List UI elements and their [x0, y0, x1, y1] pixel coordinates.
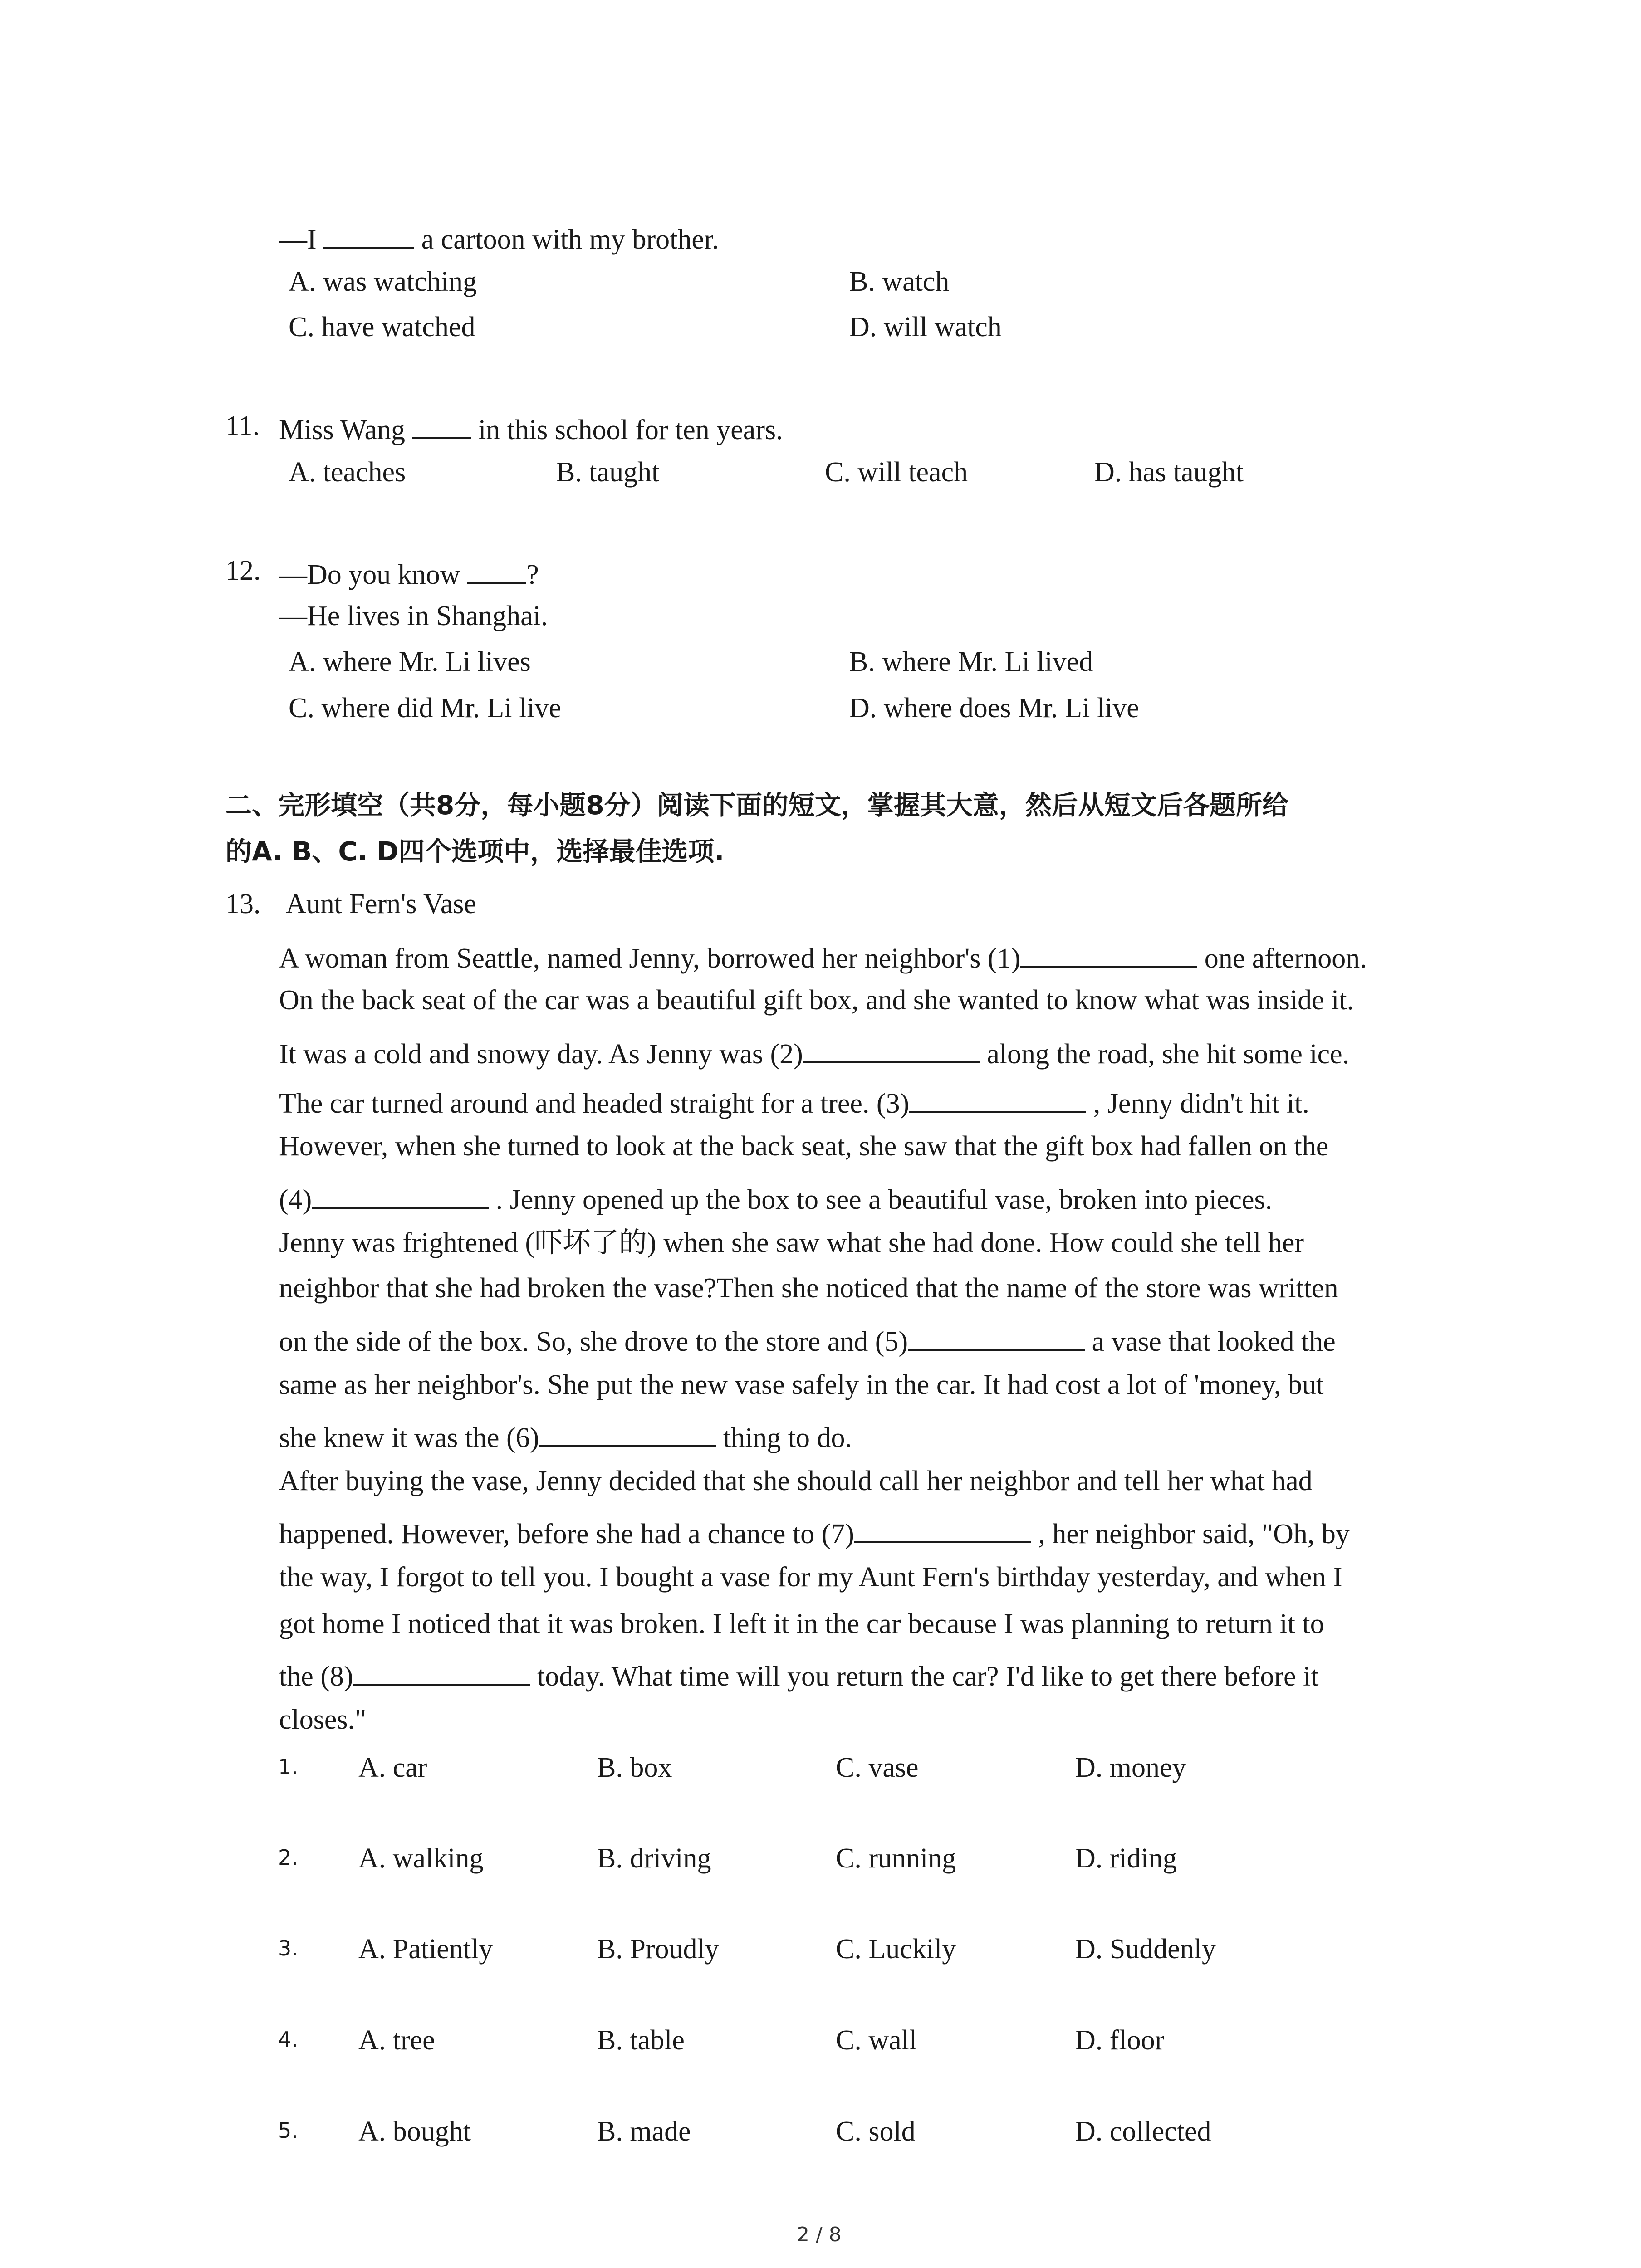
q13-number: 13.: [225, 889, 261, 919]
subq-5-option-d[interactable]: D. collected: [1075, 2116, 1211, 2147]
passage-line: [279, 1036, 1349, 1068]
subq-1-option-b[interactable]: B. box: [597, 1752, 672, 1783]
q11-option-c[interactable]: C. will teach: [825, 457, 968, 488]
subq-2-option-d[interactable]: D. riding: [1075, 1843, 1177, 1874]
passage-text: the (8): [279, 1661, 353, 1692]
subq-1-option-d[interactable]: D. money: [1075, 1752, 1186, 1783]
passage-text: , Jenny didn't hit it.: [1086, 1088, 1309, 1119]
passage-text: A woman from Seattle, named Jenny, borrowed her neighbor's (1): [279, 943, 1021, 974]
subq-1-number: 1.: [278, 1755, 298, 1779]
passage-line: [279, 1658, 1318, 1691]
subq-2-option-c[interactable]: C. running: [836, 1843, 956, 1874]
q11-number: 11.: [225, 411, 260, 441]
passage-line: [279, 940, 1367, 973]
passage-blank: [312, 1182, 489, 1209]
passage-text: a vase that looked the: [1085, 1326, 1336, 1357]
passage-text: After buying the vase, Jenny decided that she should call her neighbor and tell her what had: [279, 1466, 1313, 1496]
page-number: 2 / 8: [797, 2223, 842, 2246]
section-heading-line1: 二、完形填空（共8分，每小题8分）阅读下面的短文，掌握其大意，然后从短文后各题所给: [225, 790, 1288, 821]
q12-option-b[interactable]: B. where Mr. Li lived: [849, 646, 1093, 677]
passage-line: [279, 1516, 1350, 1548]
q12-option-d[interactable]: D. where does Mr. Li live: [849, 693, 1139, 723]
passage-text: (4): [279, 1184, 312, 1215]
q11-option-d[interactable]: D. has taught: [1094, 457, 1244, 488]
section-heading-line2: 的A. B、C. D四个选项中，选择最佳选项.: [225, 836, 725, 867]
q11-stem-post: in this school for ten years.: [471, 414, 783, 445]
subq-3-option-c[interactable]: C. Luckily: [836, 1934, 956, 1965]
passage-line: [279, 1371, 1324, 1399]
passage-text: Jenny was frightened (吓坏了的) when she saw what she had done. How could she tell her: [279, 1227, 1304, 1258]
passage-line: [279, 1420, 852, 1452]
q10-option-c[interactable]: C. have watched: [289, 312, 475, 342]
passage-text: on the side of the box. So, she drove to the store and (5): [279, 1326, 908, 1357]
q12-option-a[interactable]: A. where Mr. Li lives: [289, 646, 531, 677]
passage-text: closes.": [279, 1704, 367, 1735]
q10-answer-line: [279, 221, 719, 254]
passage-text: neighbor that she had broken the vase?Then she noticed that the name of the store was written: [279, 1273, 1338, 1304]
subq-4-number: 4.: [278, 2027, 298, 2052]
subq-1-option-c[interactable]: C. vase: [836, 1752, 919, 1783]
passage-text: , her neighbor said, "Oh, by: [1031, 1518, 1350, 1549]
q10-option-a[interactable]: A. was watching: [289, 266, 477, 297]
q11-option-a[interactable]: A. teaches: [289, 457, 406, 488]
passage-text: got home I noticed that it was broken. I left it in the car because I was planning to return it to: [279, 1608, 1324, 1639]
passage-text: The car turned around and headed straight for a tree. (3): [279, 1088, 910, 1119]
q12-blank: [467, 557, 526, 584]
passage-blank: [803, 1036, 980, 1063]
q10-answer-post: a cartoon with my brother.: [414, 224, 719, 255]
subq-4-option-a[interactable]: A. tree: [358, 2025, 435, 2056]
subq-4-option-b[interactable]: B. table: [597, 2025, 685, 2056]
passage-text: On the back seat of the car was a beautiful gift box, and she wanted to know what was inside it.: [279, 985, 1354, 1016]
passage-blank: [1020, 940, 1197, 968]
passage-line: [279, 1467, 1313, 1495]
subq-5-option-c[interactable]: C. sold: [836, 2116, 916, 2147]
passage-line: [279, 1085, 1309, 1118]
q10-answer-pre: —I: [279, 224, 324, 255]
subq-3-number: 3.: [278, 1936, 298, 1960]
passage-line: [279, 1182, 1272, 1214]
q12-stem-pre: —Do you know: [279, 559, 468, 590]
subq-3-option-b[interactable]: B. Proudly: [597, 1934, 719, 1965]
subq-3-option-a[interactable]: A. Patiently: [358, 1934, 493, 1965]
q10-blank: [323, 221, 414, 249]
passage-blank: [908, 1324, 1085, 1351]
subq-2-number: 2.: [278, 1845, 298, 1870]
subq-2-option-b[interactable]: B. driving: [597, 1843, 711, 1874]
q11-blank: [412, 412, 471, 439]
passage-line: [279, 1274, 1338, 1302]
passage-line: [279, 1324, 1336, 1356]
passage-text: today. What time will you return the car? I'd like to get there before it: [530, 1661, 1319, 1692]
passage-line: [279, 1706, 366, 1734]
q13-title: Aunt Fern's Vase: [286, 889, 476, 919]
passage-line: [279, 1563, 1342, 1591]
subq-4-option-c[interactable]: C. wall: [836, 2025, 917, 2056]
q11-option-b[interactable]: B. taught: [556, 457, 660, 488]
q12-number: 12.: [225, 555, 261, 586]
passage-text: It was a cold and snowy day. As Jenny was (2): [279, 1038, 803, 1070]
passage-text: However, when she turned to look at the back seat, she saw that the gift box had fallen on the: [279, 1131, 1329, 1162]
passage-blank: [539, 1420, 716, 1447]
q12-option-c[interactable]: C. where did Mr. Li live: [289, 693, 561, 723]
passage-text: one afternoon.: [1197, 943, 1367, 974]
subq-2-option-a[interactable]: A. walking: [358, 1843, 484, 1874]
passage-text: along the road, she hit some ice.: [980, 1038, 1350, 1070]
passage-text: she knew it was the (6): [279, 1422, 539, 1453]
passage-text: . Jenny opened up the box to see a beautiful vase, broken into pieces.: [489, 1184, 1273, 1215]
passage-line: [279, 986, 1354, 1014]
q11-stem: [279, 412, 783, 444]
passage-text: same as her neighbor's. She put the new vase safely in the car. It had cost a lot of 'money, but: [279, 1369, 1324, 1400]
q10-option-d[interactable]: D. will watch: [849, 312, 1002, 342]
q10-option-b[interactable]: B. watch: [849, 266, 950, 297]
q11-stem-pre: Miss Wang: [279, 414, 412, 445]
passage-text: happened. However, before she had a chance to (7): [279, 1518, 854, 1549]
passage-line: [279, 1132, 1328, 1160]
q12-stem-post: ?: [526, 559, 539, 590]
q12-answer: —He lives in Shanghai.: [279, 601, 548, 631]
subq-5-option-a[interactable]: A. bought: [358, 2116, 471, 2147]
subq-4-option-d[interactable]: D. floor: [1075, 2025, 1165, 2056]
passage-line: [279, 1610, 1324, 1638]
passage-text: the way, I forgot to tell you. I bought a vase for my Aunt Fern's birthday yesterday, and when I: [279, 1562, 1342, 1593]
passage-blank: [353, 1658, 530, 1686]
q12-stem: [279, 557, 539, 589]
subq-3-option-d[interactable]: D. Suddenly: [1075, 1934, 1216, 1965]
passage-line: [279, 1229, 1304, 1257]
passage-text: thing to do.: [716, 1422, 852, 1453]
passage-blank: [909, 1085, 1086, 1113]
passage-blank: [854, 1516, 1031, 1543]
subq-1-option-a[interactable]: A. car: [358, 1752, 427, 1783]
subq-5-option-b[interactable]: B. made: [597, 2116, 691, 2147]
subq-5-number: 5.: [278, 2118, 298, 2143]
